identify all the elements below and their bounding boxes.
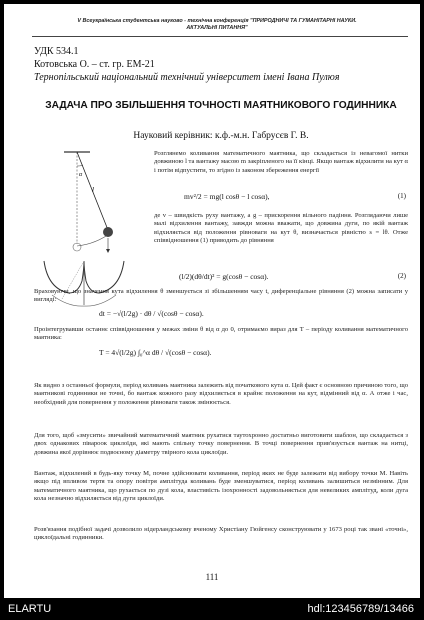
paragraph-1: Розглянемо коливання математичного маятника, що складається із невагомої нитки довжиною l та вантажу масою m закріпленого на її кінці. Якщо вантаж відхилити на кут α і потім відпустити, то згідно із законом збереження енергії <box>154 150 408 174</box>
paragraph-5: Як видно з останньої формули, період коливань маятника залежить від початкового кута α. Цей факт є основною причиною того, що маятникові годинники не точні, бо вантаж кожного разу відхиляється в крайнє положення на кут, відмінний від α. А отже і час, необхідний для повернення у положення рівноваги також змінюється. <box>34 382 408 406</box>
institution: Тернопільський національний технічний університет імені Івана Пулюя <box>34 72 340 83</box>
advisor: Науковий керівник: к.ф.-м.н. Габрусєв Г. В. <box>133 131 309 141</box>
conference-header <box>24 18 410 32</box>
paper-title: ЗАДАЧА ПРО ЗБІЛЬШЕННЯ ТОЧНОСТІ МАЯТНИКОВОГО ГОДИННИКА <box>45 100 397 111</box>
udk-code: УДК 534.1 <box>34 46 79 57</box>
paragraph-2: де v – швидкість руху вантажу, а g – прискорення вільного падіння. Розглядаючи лише малі відхилення вантажу, завжди можна вважати, що довжина дуги, по якій вантаж відхиляється від положення рівноваги на кут θ, визначається рівністю s = lθ. Отже співвідношення (1) приводить до рівняння <box>154 212 408 245</box>
paragraph-4: Проінтегрувавши останнє співвідношення у межах зміни θ від α до 0, отримаємо вираз для T – періоду коливання математичного маятника: <box>34 326 408 342</box>
header-rule <box>32 36 408 37</box>
paragraph-7: Вантаж, відхилений в будь-яку точку M, почне здійснювати коливання, період яких не буде залежати від вибору точки M. Навіть якщо під впливом тертя та опору повітря амплітуда коливань буде зменшуватися, період коливань залишиться незмінним. Для математичного маятника, що рухається по дузі кола, властивість ізохронності задовольняється для невеликих амплітуд, коли дуга кола незначно відхиляється від дуги циклоїди. <box>34 470 408 503</box>
equation-1-number: (1) <box>397 192 406 200</box>
paragraph-6: Для того, щоб «змусити» звичайний математичний маятник рухатися таутохронно достатньо виготовити шаблон, що складається з двох однакових півароок циклоїди, які мають спільну точку повернення. В точці повернення прив'язується вантаж на нитці, довжина якої дорівнює подвоєному діаметру твірного кола циклоїди. <box>34 432 408 456</box>
equation-1: mv²/2 = mg(l cosθ − l cosα), <box>184 192 270 201</box>
paragraph-8: Розв'язання подібної задачі дозволило нідерландському вченому Христіану Гюйгенсу сконструювати у 1673 році так звані «точні», циклоїдальні годинники. <box>34 526 408 542</box>
conference-header-line1: V Всеукраїнська студентська науково - технічна конференція "ПРИРОДНИЧІ ТА ГУМАНІТАРНІ НАУКИ. <box>77 18 357 24</box>
page-number: 111 <box>205 572 219 582</box>
repository-footer <box>0 598 424 620</box>
author: Котовська О. – ст. гр. ЕМ-21 <box>34 59 155 70</box>
figure-label-l: l <box>92 186 94 194</box>
equation-4: T = 4√(l/2g) ∫₀^α dθ / √(cosθ − cosα). <box>99 348 212 357</box>
equation-3: dt = −√(l/2g) · dθ / √(cosθ − cosα). <box>99 309 204 318</box>
equation-2: (l/2)(dθ/dt)² = g(cosθ − cosα). <box>179 272 269 281</box>
conference-header-line2: АКТУАЛЬНІ ПИТАННЯ" <box>186 25 248 31</box>
handle-link[interactable]: hdl:123456789/13466 <box>307 603 414 615</box>
equation-2-number: (2) <box>397 272 406 280</box>
figure-label-alpha: α <box>79 172 83 178</box>
pendulum-figure <box>34 148 134 258</box>
repository-name: ELARTU <box>8 603 52 615</box>
paragraph-3: Враховуючи, що значення кута відхилення θ зменшується зі збільшенням часу t, диференціальне рівняння (2) можна записати у вигляді: <box>34 288 408 304</box>
document-page <box>4 4 420 598</box>
